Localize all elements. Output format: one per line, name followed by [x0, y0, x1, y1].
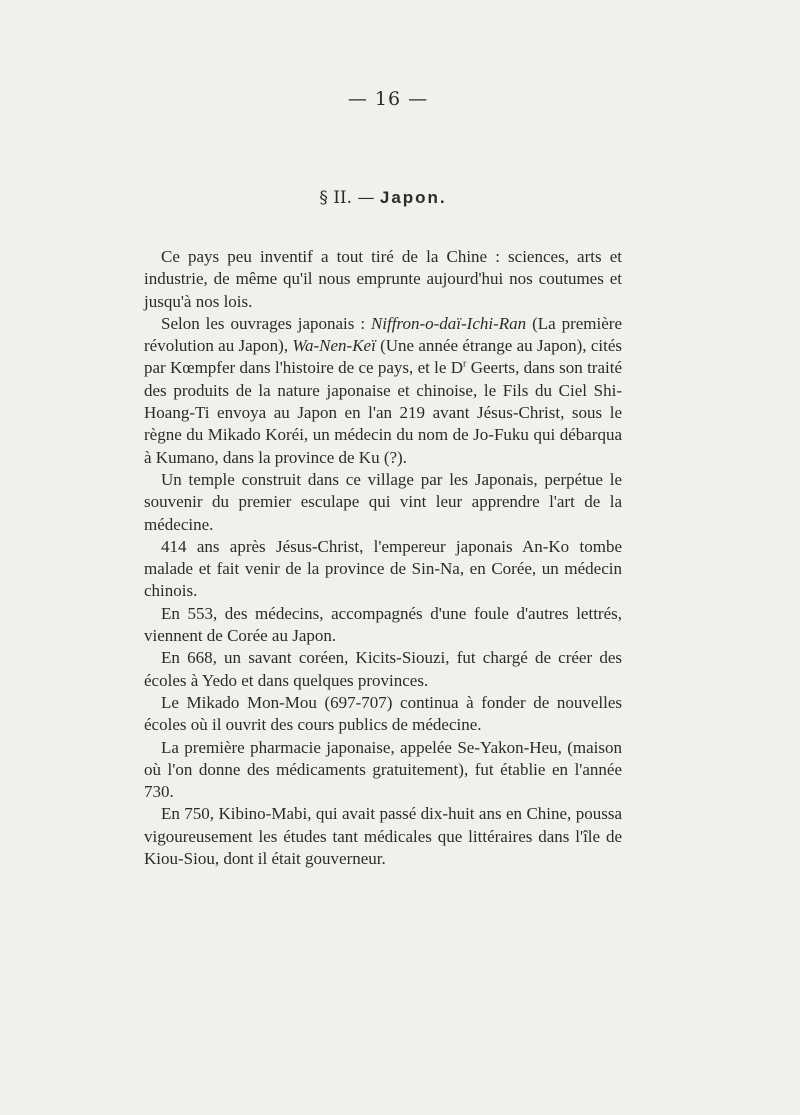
paragraph-5: En 553, des médecins, accompagnés d'une foule d'autres lettrés, viennent de Corée au Japon.	[144, 603, 622, 646]
book-title-1: Niffron-o-daï-Ichi-Ran	[370, 313, 527, 333]
paragraph-2-text-d: Geerts, dans son traité des produits de la nature japonaise et chinoise, le Fils du Ciel Shi-Hoang-Ti envoya au Japon en l'an 219 avant Jésus-Christ, sous le règne du Mikado Koréi, un médecin du nom de Jo-Fuku qui débarqua à Kumano, dans la province de Ku (?).	[144, 358, 622, 467]
paragraph-2-text-a: Selon les ouvrages japonais :	[161, 313, 371, 333]
paragraph-8: La première pharmacie japonaise, appelée Se-Yakon-Heu, (maison où l'on donne des médicaments gratuitement), fut établie en l'année 730.	[144, 737, 622, 802]
paragraph-6: En 668, un savant coréen, Kicits-Siouzi, fut chargé de créer des écoles à Yedo et dans quelques provinces.	[144, 648, 622, 690]
paragraph-1: Ce pays peu inventif a tout tiré de la Chine : sciences, arts et industrie, de même qu'il nous emprunte aujourd'hui nos coutumes et jusqu'à nos lois.	[144, 247, 622, 311]
section-marker: § II. —	[319, 188, 375, 208]
book-title-2: Wa-Nen-Keï	[292, 336, 376, 356]
paragraph-2	[144, 313, 622, 469]
paragraph-4: 414 ans après Jésus-Christ, l'empereur japonais An-Ko tombe malade et fait venir de la province de Sin-Na, en Corée, un médecin chinois.	[144, 536, 622, 601]
paragraph-2-text-c: (Une année étrange au Japon), cités par Kœmpfer dans l'histoire de ce pays, et le D	[144, 336, 622, 378]
paragraph-9: En 750, Kibino-Mabi, qui avait passé dix-huit ans en Chine, poussa vigoureusement les études tant médicales que littéraires dans l'île de Kiou-Siou, dont il était gouverneur.	[144, 804, 622, 869]
body-text	[144, 246, 622, 870]
paragraph-2-text-b: (La première révolution au Japon),	[144, 313, 622, 356]
page-number: — 16 —	[347, 88, 429, 110]
doctor-superscript: r	[463, 358, 467, 370]
section-title: Japon.	[379, 188, 447, 207]
section-heading	[0, 188, 766, 208]
paragraph-3: Un temple construit dans ce village par les Japonais, perpétue le souvenir du premier esculape qui vint leur apprendre l'art de la médecine.	[144, 469, 622, 534]
paragraph-7: Le Mikado Mon-Mou (697-707) continua à fonder de nouvelles écoles où il ouvrit des cours publics de médecine.	[144, 692, 622, 735]
